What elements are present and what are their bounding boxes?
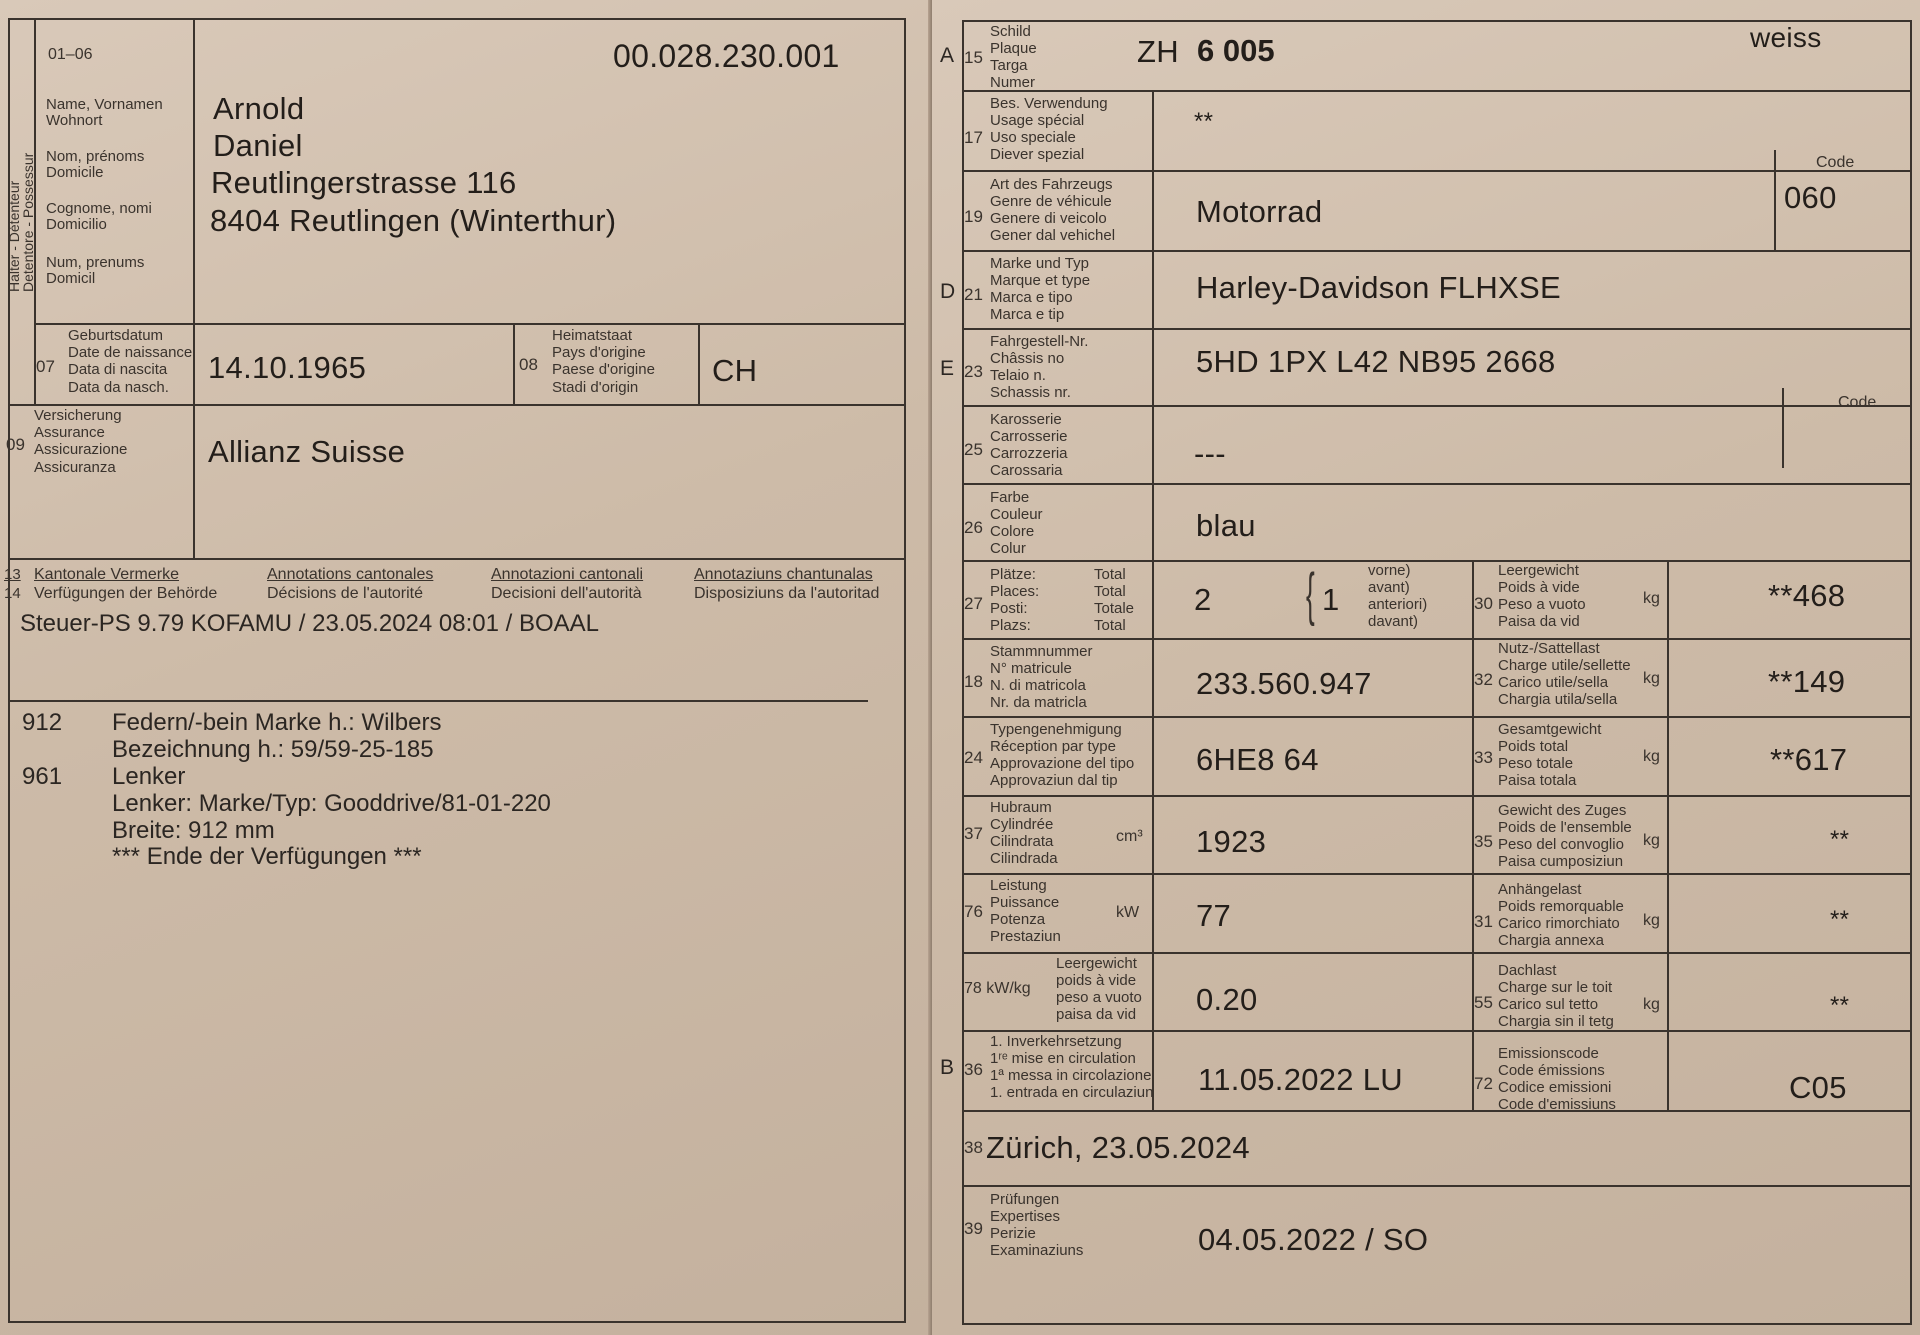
entry-code: 912 [22, 709, 63, 736]
seats-total: 2 [1194, 582, 1212, 617]
holder-vertical-label-1: Halter - Détenteur [6, 180, 22, 292]
plate-number: 6 005 [1197, 33, 1275, 68]
origin-value: CH [712, 353, 758, 388]
plate-canton: ZH [1137, 34, 1179, 69]
empty-weight-value: **468 [1768, 578, 1846, 613]
stamm-value: 233.560.947 [1196, 666, 1372, 701]
holder-firstname: Daniel [213, 128, 303, 163]
train-weight-value: ** [1830, 826, 1850, 853]
usage-value: ** [1194, 108, 1214, 135]
place-date-value: Zürich, 23.05.2024 [986, 1130, 1250, 1165]
right-page: A 15 Schild Plaque Targa Numer ZH 6 005 weiss 17 Bes. Verwendung Usage spécial Uso speciale Diever spezial ** 19 Art des Fahrzeugs Genre de véhicule Genere di veicolo Gener dal vehichel Motorrad Code 060 D 21 Marke und Typ Marque et type Marca e tipo Marca e tip Harley-Davidson FLHXSE E 23 Fahrgestell-Nr. Châssis no Telaio n. Schassis nr. 5HD 1PX L42 NB95 2668 25 Karosserie Carrosserie Carrozzeria Carossaria --- Code 26 Farbe Couleur Colore Colur blau 27 Plätze: Places: Posti: Plazs: Total Total Totale Total 2 { 1 vorne) avant) anteriori) davant) 30 Leergewicht Poids à vide Peso a vuoto Paisa da vid kg **468 18 Stammnummer N° matricule N. di matricola Nr. da matricla 233.560.947 32 Nutz-/Sattellast Charge utile/sellette Carico utile/sella Chargia utila/sella kg **149 24 Typengenehmigung Réception par type Approvazione del tipo Approvaziun dal tip 6HE8 64 33 Gesamtgewicht Poids total Peso totale Paisa totala kg **617 37 Hubraum Cylindrée Cilindrata Cilindrada cm³ 1923 35 Gewicht des Zuges Poids de l'ensemble Peso del convoglio Paisa cumposiziun kg ** 76 Leistung Puissance Potenza Prestaziun kW 77 31 Anhängelast Poids remorquable Carico rimorchiato Chargia annexa kg ** 78 kW/kg Leergewicht poids à vide peso a vuoto paisa da vid 0.20 55 Dachlast Charge sur le toit Carico sul tetto Chargia sin il tetg kg ** B 36 1. Inverkehrsetzung 1ʳᵉ mise en circulation 1ª messa in circolazione 1. entrada en circulaziun 11.05.2022 LU 72 Emissionscode Code émissions Codice emissioni Code d'emissiuns C05 38 Zürich, 23.05.2024 39 Prüfungen Expertises Perizie Examinaziuns 04.05.2022 / SO [932, 0, 1920, 1335]
displacement-value: 1923 [1196, 824, 1267, 859]
holder-vertical-label-2: Detentore - Possessur [20, 152, 36, 292]
insurance-value: Allianz Suisse [208, 434, 406, 469]
entry-code: 961 [22, 763, 63, 790]
holder-surname: Arnold [213, 91, 305, 126]
payload-value: **149 [1768, 664, 1846, 699]
make-value: Harley-Davidson FLHXSE [1196, 270, 1561, 305]
power-value: 77 [1196, 898, 1232, 933]
type-approval-value: 6HE8 64 [1196, 742, 1319, 777]
kwkg-value: 0.20 [1196, 982, 1258, 1017]
first-registration-value: 11.05.2022 LU [1198, 1062, 1403, 1097]
color-value: blau [1196, 508, 1256, 543]
holder-street: Reutlingerstrasse 116 [211, 165, 517, 200]
field-code-0106: 01–06 [48, 46, 93, 63]
birth-date: 14.10.1965 [208, 350, 367, 385]
holder-city: 8404 Reutlingen (Winterthur) [210, 203, 617, 238]
vehicle-type-value: Motorrad [1196, 194, 1323, 229]
tax-hp-line: Steuer-PS 9.79 KOFAMU / 23.05.2024 08:01 / BOAAL [20, 610, 599, 637]
left-page: Halter - Détenteur Detentore - Possessur 01–06 00.028.230.001 Name, Vornamen Wohnort Nom, prénoms Domicile Cognome, nomi Domicilio Num, prenums Domicil Arnold Daniel Reutlingerstrasse 116 8404 Reutlingen (Winterthur) 07 Geburtsdatum Date de naissance Data di nascita Data da nasch. 14.10.1965 08 Heimatstaat Pays d'origine Paese d'origine Stadi d'origin CH 09 Versicherung Assurance Assicurazione Assicuranza Allianz Suisse 13 14 Kantonale Vermerke Verfügungen der Behörde Annotations cantonales Décisions de l'autorité Annotazioni cantonali Decisioni dell'autorità Annotaziuns chantunalas Disposiziuns da l'autoritad Steuer-PS 9.79 KOFAMU / 23.05.2024 08:01 / BOAAL 912 Federn/-bein Marke h.: Wilbers Bezeichnung h.: 59/59-25-185 961 Lenker Lenker: Marke/Typ: Gooddrive/81-01-220 Breite: 912 mm *** Ende der Verfügungen *** [0, 0, 932, 1335]
plate-color: weiss [1750, 22, 1822, 53]
inspection-value: 04.05.2022 / SO [1198, 1222, 1429, 1257]
roof-load-value: ** [1830, 992, 1850, 1019]
registration-number: 00.028.230.001 [613, 38, 840, 74]
total-weight-value: **617 [1770, 742, 1848, 777]
trailer-load-value: ** [1830, 906, 1850, 933]
vehicle-type-code: 060 [1784, 180, 1837, 215]
body-value: --- [1194, 436, 1226, 471]
seats-front: 1 [1322, 582, 1340, 617]
emission-value: C05 [1789, 1070, 1847, 1105]
chassis-value: 5HD 1PX L42 NB95 2668 [1196, 344, 1556, 379]
